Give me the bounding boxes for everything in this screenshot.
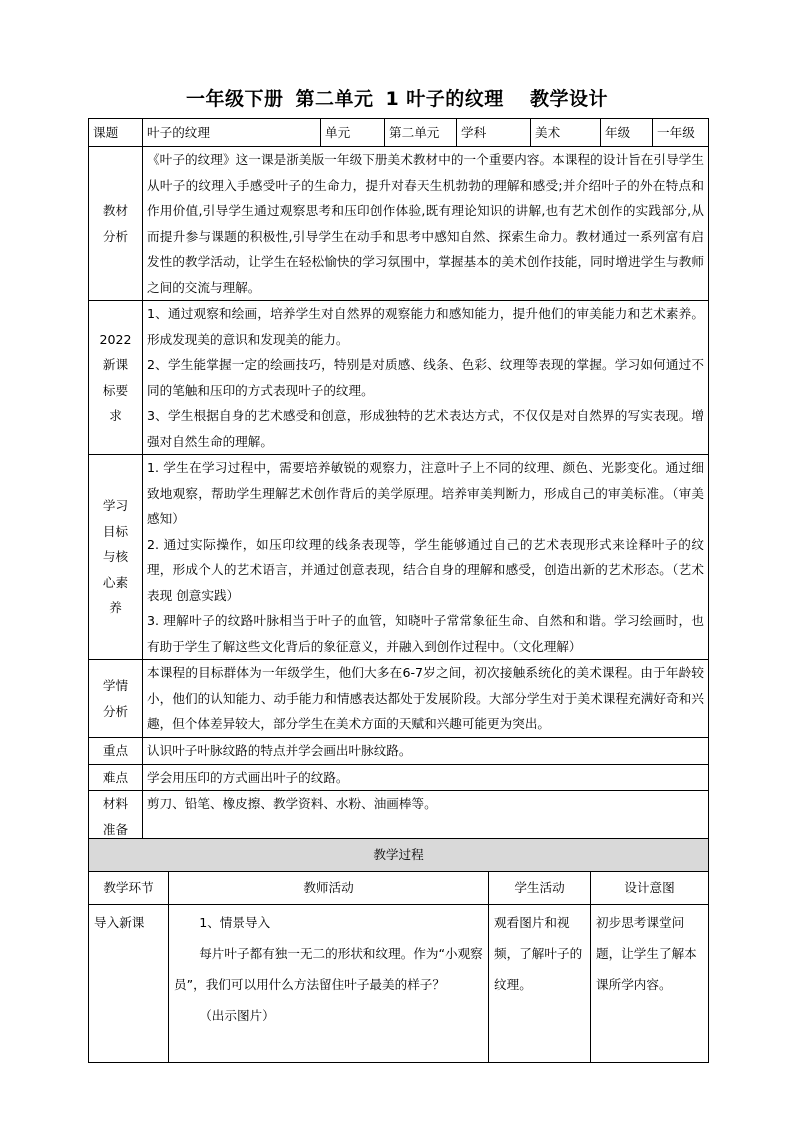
title-grade: 一年级下册: [185, 88, 284, 110]
key-point-label: 重点: [89, 738, 143, 765]
learner-analysis-row: [89, 660, 709, 738]
teacher-activity-heading: 1、情景导入: [199, 915, 271, 930]
table-row: [89, 905, 709, 1063]
lesson-info-table: [88, 118, 709, 843]
material-analysis-text: 《叶子的纹理》这一课是浙美版一年级下册美术教材中的一个重要内容。本课程的设计旨在引导学生从叶子的纹理入手感受叶子的生命力，提升对春天生机勃勃的理解和感受;并介绍叶子的外在特点和作用价值,引导学生通过观察思考和压印创作体验,既有理论知识的讲解,也有艺术创作的实践部分,从而提升参与课题的积极性,引导学生在动手和思考中感知自然、探索生命力。教材通过一系列富有启发性的教学活动，让学生在轻松愉快的学习氛围中，掌握基本的美术创作技能，同时增进学生与教师之间的交流与理解。: [143, 147, 709, 301]
unit-value: 第二单元: [385, 119, 457, 147]
curriculum-standard-label: 2022 新课 标要 求: [89, 301, 143, 455]
title-lesson: 1 叶子的纹理: [385, 88, 504, 110]
key-point-row: [89, 738, 709, 765]
learner-analysis-label: 学情 分析: [89, 660, 143, 738]
difficulty-row: [89, 764, 709, 791]
material-analysis-row: [89, 147, 709, 301]
col-intent-header: 设计意图: [591, 872, 709, 905]
materials-row: [89, 791, 709, 843]
curriculum-standard-text: 1、通过观察和绘画，培养学生对自然界的观察能力和感知能力，提升他们的审美能力和艺术素养。形成发现美的意识和发现美的能力。 2、学生能掌握一定的绘画技巧，特别是对质感、线条、色彩、纹理等表现的掌握。学习如何通过不同的笔触和压印的方式表现叶子的纹理。 3、学生根据自身的艺术感受和创意，形成独特的艺术表达方式，不仅仅是对自然界的写实表现。增强对自然生命的理解。: [143, 301, 709, 455]
materials-text: 剪刀、铅笔、橡皮擦、教学资料、水粉、油画棒等。: [143, 791, 709, 843]
materials-label: 材料 准备: [89, 791, 143, 843]
difficulty-label: 难点: [89, 764, 143, 791]
page-title: [0, 84, 794, 111]
col-student-header: 学生活动: [489, 872, 591, 905]
material-analysis-label: 教材 分析: [89, 147, 143, 301]
learning-goals-row: [89, 455, 709, 660]
teaching-process-table: [88, 838, 709, 1063]
unit-label: 单元: [321, 119, 385, 147]
difficulty-text: 学会用压印的方式画出叶子的纹路。: [143, 764, 709, 791]
curriculum-standard-row: [89, 301, 709, 455]
process-heading: 教学过程: [89, 839, 709, 872]
title-unit: 第二单元: [295, 88, 374, 110]
student-activity-cell: 观看图片和视频，了解叶子的纹理。: [489, 905, 591, 1063]
learning-goals-text: 1. 学生在学习过程中，需要培养敏锐的观察力，注意叶子上不同的纹理、颜色、光影变化。通过细致地观察，帮助学生理解艺术创作背后的美学原理。培养审美判断力，形成自己的审美标准。（审美感知） 2. 通过实际操作，如压印纹理的线条表现等，学生能够通过自己的艺术表现形式来诠释叶子的纹理，形成个人的艺术语言，并通过创意表现，结合自身的理解和感受，创造出新的艺术形态。（艺术表现 创意实践） 3. 理解叶子的纹路叶脉相当于叶子的血管，知晓叶子常常象征生命、自然和和谐。学习绘画时，也有助于学生了解这些文化背后的象征意义，并融入到创作过程中。（文化理解）: [143, 455, 709, 660]
process-heading-row: [89, 839, 709, 872]
topic-label: 课题: [89, 119, 143, 147]
teacher-activity-text: 每片叶子都有独一无二的形状和纹理。作为“小观察员”，我们可以用什么方法留住叶子最美的样子？: [174, 946, 483, 992]
key-point-text: 认识叶子叶脉纹路的特点并学会画出叶脉纹路。: [143, 738, 709, 765]
learning-goals-label: 学习 目标 与核 心素 养: [89, 455, 143, 660]
learner-analysis-text: 本课程的目标群体为一年级学生，他们大多在6-7岁之间，初次接触系统化的美术课程。由于年龄较小，他们的认知能力、动手能力和情感表达都处于发展阶段。大部分学生对于美术课程充满好奇和兴趣，但个体差异较大，部分学生在美术方面的天赋和兴趣可能更为突出。: [143, 660, 709, 738]
grade-label: 年级: [601, 119, 653, 147]
teacher-activity-cell: [169, 905, 489, 1063]
col-stage-header: 教学环节: [89, 872, 169, 905]
process-column-headers: [89, 872, 709, 905]
topic-value: 叶子的纹理: [143, 119, 321, 147]
col-teacher-header: 教师活动: [169, 872, 489, 905]
subject-value: 美术: [531, 119, 601, 147]
teacher-activity-note: （出示图片）: [199, 1008, 275, 1023]
subject-label: 学科: [457, 119, 531, 147]
title-doc-type: 教学设计: [530, 88, 609, 110]
grade-value: 一年级: [653, 119, 709, 147]
design-intent-cell: 初步思考课堂问题，让学生了解本课所学内容。: [591, 905, 709, 1063]
stage-cell: 导入新课: [89, 905, 169, 1063]
header-row: [89, 119, 709, 147]
